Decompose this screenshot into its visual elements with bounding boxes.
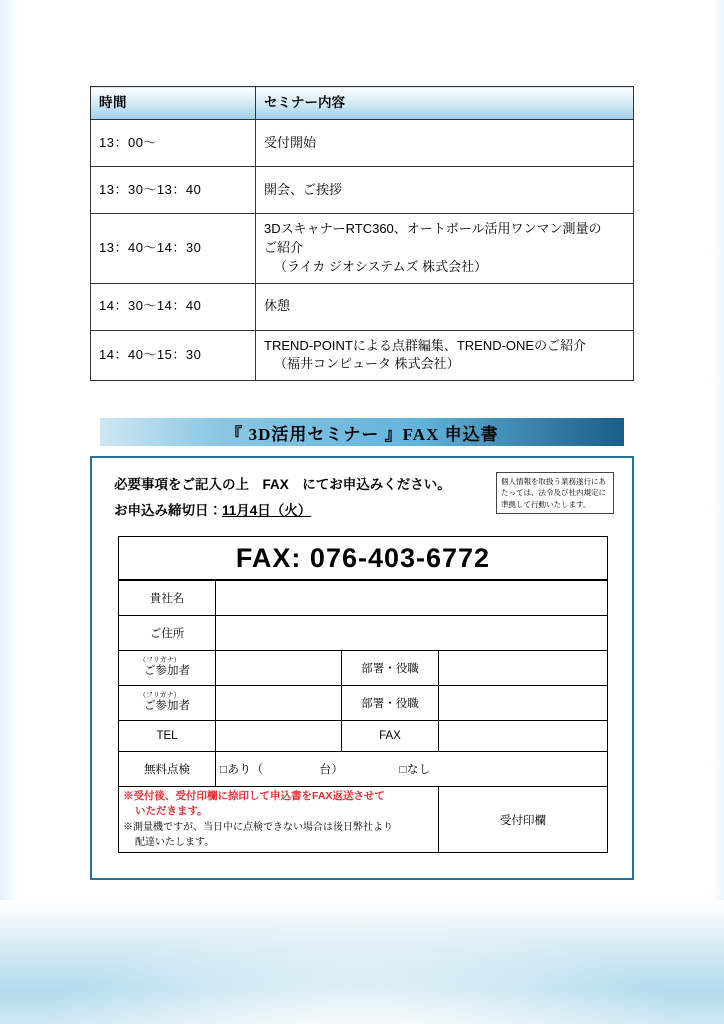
table-row [91, 330, 634, 381]
cell-content: 3DスキャナーRTC360、オートボール活用ワンマン測量の ご紹介 （ライカ ジオシステムズ 株式会社） [256, 214, 634, 284]
furigana-hint-2: （フリガナ） [139, 692, 181, 700]
note-black-line-2: 配達いたします。 [135, 836, 215, 848]
label-department-1: 部署・役職 [342, 651, 439, 686]
page-edge-decoration-right [714, 0, 724, 1024]
note-red [123, 789, 434, 819]
input-fax[interactable] [439, 721, 608, 752]
table-row [91, 167, 634, 214]
fax-deadline-label: お申込み締切日： [114, 502, 222, 518]
form-row-address [119, 616, 608, 651]
note-red-line-1: ※受付後、受付印欄に捺印して申込書をFAX返送させて [123, 790, 385, 802]
label-participant-1-text: ご参加者 [144, 665, 190, 678]
label-company-name: 貴社名 [119, 581, 216, 616]
fax-instruction-line-1: 必要事項をご記入の上 FAX にてお申込みください。 [114, 477, 451, 492]
reception-stamp-box [439, 787, 608, 853]
page-edge-decoration-left [0, 0, 18, 1024]
checkbox-inspection-no[interactable]: □なし [399, 764, 431, 776]
form-row-company [119, 581, 608, 616]
table-row [91, 120, 634, 167]
fax-application-form-table [118, 580, 608, 853]
column-header-content: セミナー内容 [256, 87, 634, 120]
form-row-notes [119, 787, 608, 853]
label-address: ご住所 [119, 616, 216, 651]
input-tel[interactable] [216, 721, 342, 752]
fax-deadline-line [114, 498, 451, 524]
label-tel: TEL [119, 721, 216, 752]
table-row [91, 214, 634, 284]
label-fax: FAX [342, 721, 439, 752]
checkbox-inspection-yes[interactable]: □あり（ [220, 764, 264, 776]
fax-application-title: 『 3D活用セミナー 』FAX 申込書 [225, 424, 499, 444]
privacy-policy-note: 個人情報を取扱う業務遂行にあたっては、法令及び社内規定に準拠して行動いたします。 [496, 472, 614, 514]
fax-instructions [114, 472, 451, 523]
cell-time: 13：00〜 [91, 120, 256, 167]
input-participant-1[interactable] [216, 651, 342, 686]
cell-content: 開会、ご挨拶 [256, 167, 634, 214]
fax-deadline-date: 11月4日（火） [222, 502, 312, 518]
input-company-name[interactable] [216, 581, 608, 616]
input-department-2[interactable] [439, 686, 608, 721]
form-row-participant-1 [119, 651, 608, 686]
label-participant-2-text: ご参加者 [144, 700, 190, 713]
reception-stamp-label: 受付印欄 [500, 814, 546, 827]
input-address[interactable] [216, 616, 608, 651]
cell-time: 13：30〜13：40 [91, 167, 256, 214]
application-notes [119, 787, 439, 853]
cell-content: 受付開始 [256, 120, 634, 167]
cell-time: 14：30〜14：40 [91, 283, 256, 330]
note-red-line-2: いただきます。 [135, 805, 208, 818]
fax-application-title-bar [100, 418, 624, 446]
fax-number-display [118, 536, 608, 580]
fax-number-text: FAX: 076-403-6772 [235, 542, 491, 573]
label-department-2: 部署・役職 [342, 686, 439, 721]
cell-time: 13：40〜14：30 [91, 214, 256, 284]
label-free-inspection: 無料点検 [119, 752, 216, 787]
label-participant-2 [119, 686, 216, 721]
form-row-participant-2 [119, 686, 608, 721]
inspection-unit-label: 台） [319, 764, 344, 776]
cell-time: 14：40〜15：30 [91, 330, 256, 381]
column-header-time: 時間 [91, 87, 256, 120]
furigana-hint-1: （フリガナ） [139, 657, 181, 665]
input-participant-2[interactable] [216, 686, 342, 721]
cell-content: TREND-POINTによる点群編集、TREND-ONEのご紹介 （福井コンピュータ 株式会社） [256, 330, 634, 381]
seminar-schedule-table [90, 86, 634, 381]
bottom-decorative-highlight [0, 908, 724, 1024]
label-participant-1 [119, 651, 216, 686]
fax-application-box [90, 456, 634, 880]
form-row-free-inspection [119, 752, 608, 787]
form-row-contact [119, 721, 608, 752]
note-black [123, 821, 434, 850]
input-department-1[interactable] [439, 651, 608, 686]
free-inspection-options[interactable] [216, 752, 608, 787]
note-black-line-1: ※測量機ですが、当日中に点検できない場合は後日弊社より [123, 822, 393, 834]
table-row [91, 283, 634, 330]
cell-content: 休憩 [256, 283, 634, 330]
table-header-row [91, 87, 634, 120]
